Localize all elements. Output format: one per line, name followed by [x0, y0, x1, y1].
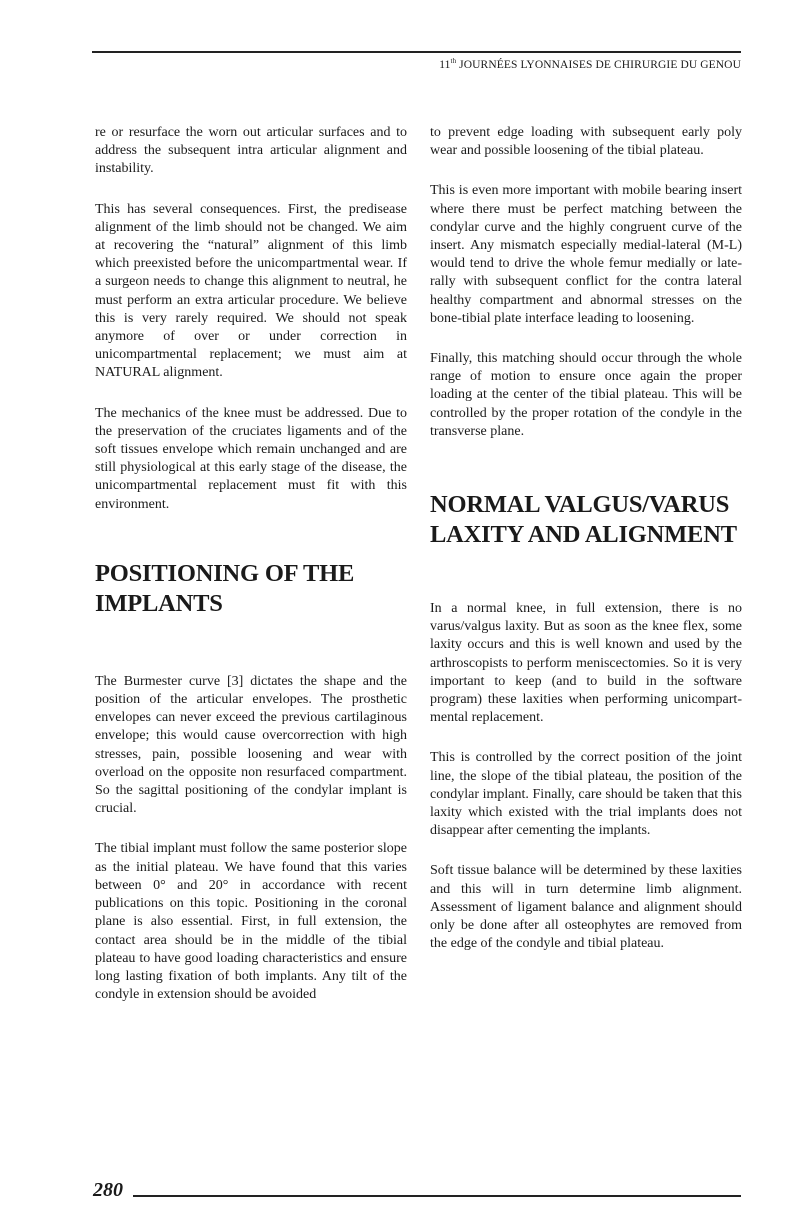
left-paragraph-1: re or resurface the worn out articular surfaces and to address the subsequent intra articular alignment and instability.: [95, 125, 407, 177]
left-paragraph-3: The mechanics of the knee must be addressed. Due to the preservation of the cruciates ligaments and of the soft tissues envelope which remain unchanged and are still physiological at this early stage of the disease, the unicompartmental replacement must fit with this environment.: [95, 405, 407, 512]
right-paragraph-2: This is even more important with mobile bearing insert where there must be perfect matching between the condylar curve and the highly congruent curve of the insert. Any mismatch especially medial-lateral (M-L) would tend to drive the whole femur medially or laterally with subsequent conflict for the contra lateral healthy compartment and abnormal stresses on the bone-tibial plate interface leading to loosening.: [430, 183, 742, 326]
page-number: 280: [93, 1179, 123, 1201]
right-paragraph-1: to prevent edge loading with subsequent early poly wear and possible loosening of the tibial plateau.: [430, 125, 742, 159]
running-head-number: 11: [439, 58, 451, 71]
header-rule: [92, 51, 741, 53]
right-paragraph-4: In a normal knee, in full extension, there is no varus/valgus laxity. But as soon as the knee flex, some laxity occurs and this is well known and used by the arthroscopists to perform meniscectomies. So it is very important to keep (and to build in the software program) these laxities when performing unicompartmental replacement.: [430, 601, 742, 726]
running-head: [92, 57, 741, 71]
left-paragraph-5: The tibial implant must follow the same posterior slope as the initial plateau. We have found that this varies between 0° and 20° in accordance with recent publications on this topic. Positioning in the coronal plane is also essential. First, in full extension, the contact area should be in the middle of the tibial plateau to have good loading characteristics and ensure long lasting fixation of both implants. Any tilt of the condyle in extension should be avoided: [95, 841, 407, 1003]
right-column: [430, 124, 742, 954]
right-paragraph-6: Soft tissue balance will be determined by these laxities and this will in turn determine limb alignment. Assessment of ligament balance and alignment should only be done after all osteophytes are removed from the edge of the condyle and tibial plateau.: [430, 863, 742, 952]
right-paragraph-3: Finally, this matching should occur through the whole range of motion to ensure once again the proper loading at the center of the tibial plateau. This will be controlled by the proper rotation of the condyle in the transverse plane.: [430, 351, 742, 439]
running-head-title: JOURNÉES LYONNAISES DE CHIRURGIE DU GENOU: [459, 58, 741, 71]
right-paragraph-5: This is controlled by the correct position of the joint line, the slope of the tibial plateau, the position of the condylar implant. Finally, care should be taken that this laxity which existed with the trial implants does not disappear after cementing the implants.: [430, 750, 742, 839]
running-head-ordinal: th: [450, 57, 457, 65]
section-heading-positioning: POSITIONING OF THE IMPLANTS: [95, 559, 355, 617]
section-heading-laxity: NORMAL VALGUS/VARUS LAXITY AND ALIGNMENT: [430, 491, 737, 549]
left-paragraph-2: This has several consequences. First, the predisease alignment of the limb should not be changed. We aim at recovering the “natural” alignment of this limb which preexisted before the unicompartmental wear. If a surgeon needs to change this alignment to neutral, he must perform an extra articular procedure. We believe this is very rarely required. We should not speak anymore of over or under correction in unicompartmental replacement; we must aim at NATURAL alignment.: [95, 201, 407, 381]
footer-rule: [133, 1195, 741, 1197]
left-paragraph-4: The Burmester curve [3] dictates the shape and the position of the articular envelopes. The prosthetic envelopes can never exceed the previous cartilaginous envelope; this would cause overcorrection with high stresses, pain, possible loosening and wear with overload on the opposite non resurfaced compartment. So the sagittal positioning of the condylar implant is crucial.: [95, 673, 407, 817]
left-column: [95, 124, 407, 1004]
